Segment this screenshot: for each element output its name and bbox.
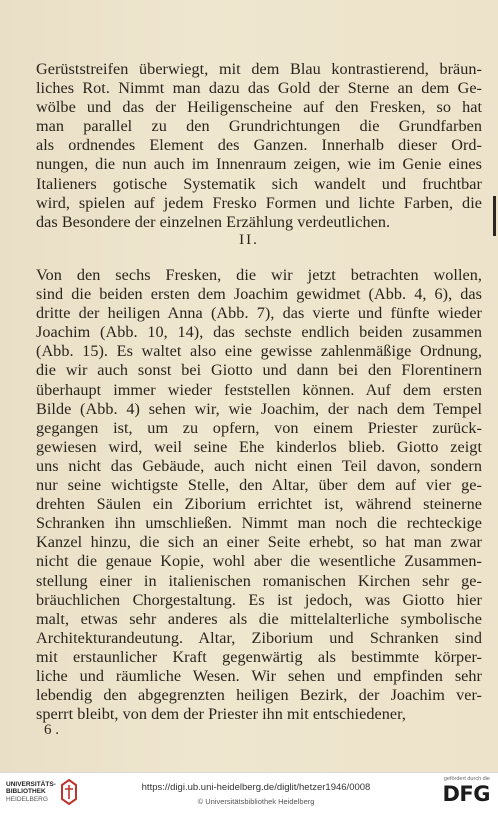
library-emblem-icon [60,779,78,805]
body-line: Joachim (Abb. 10, 14), das sechste endlich beiden zusammen [36,323,482,342]
body-line: Kanzel hinzu, die sich an einer Seite erhebt, so hat man zwar [36,533,482,552]
dfg-logo[interactable] [418,776,490,806]
body-line: Von den sechs Fresken, die wir jetzt betrachten wollen, [36,266,482,284]
body-line: dritte der heiligen Anna (Abb. 7), das vierte und fünfte wieder [36,304,482,323]
copyright-text: © Universitätsbibliothek Heidelberg [197,797,315,806]
intro-line: wölbe und das der Heiligenscheine auf den Fresken, so hat [36,98,482,117]
section-number: II. [239,232,259,248]
library-name-line1: UNIVERSITÄTS- [6,780,56,788]
document-url-link[interactable]: https://digi.ub.uni-heidelberg.de/diglit/hetzer1946/0008 [141,782,371,793]
body-line: gewiesen wird, weil seine Ehe kinderlos blieb. Giotto zeigt [36,437,482,456]
body-line: mit erstaunlicher Kraft gegenwärtig als bestimmte körper- [36,647,482,666]
page-edge-mark [493,196,496,236]
paragraph-intro [36,60,482,232]
intro-line: das Besondere der einzelnen Erzählung verdeutlichen. [36,212,391,231]
library-logo[interactable] [6,779,78,805]
body-line: (Abb. 15). Es waltet also eine gewisse zahlenmäßige Ordnung, [36,342,482,361]
body-line: stellung einer in italienischen romanischen Kirchen sehr ge- [36,571,482,590]
body-line: Bilde (Abb. 4) sehen wir, wie Joachim, der nach dem Tempel [36,399,482,418]
viewer-footer [0,772,498,813]
intro-line: man parallel zu den Grundrichtungen die Grundfarben [36,117,482,136]
body-line: sperrt bleibt, von dem der Priester ihn mit entschiedener, [36,705,406,724]
paragraph-main [36,266,482,724]
body-line: überhaupt immer wieder feststellen können. Auf dem ersten [36,380,482,399]
library-name-line2: BIBLIOTHEK [6,788,46,796]
page-number: 6 . [44,722,59,738]
intro-line: wird, spielen auf jedem Fresko Formen und lichte Farben, die [36,193,482,212]
body-line: nur seine wichtigste Stelle, den Altar, über dem auf vier ge- [36,476,482,495]
body-line: sind die beiden ersten dem Joachim gewidmet (Abb. 4, 6), das [36,285,482,304]
body-line: die wir auch sonst bei Giotto und dann bei den Florentinern [36,361,482,380]
body-line: liche und räumliche Wesen. Wir sehen und empfinden sehr [36,666,482,685]
body-line: nicht die genaue Kopie, wohl aber die wesentliche Zusammen- [36,552,482,571]
library-name [6,781,56,804]
body-line: uns nicht das Gebäude, auch nicht einen Teil davon, sondern [36,456,482,475]
intro-line: als ordnendes Element des Ganzen. Innerhalb dieser Ord- [36,136,482,155]
intro-line: nungen, die nun auch im Innenraum zeigen, wie im Genie eines [36,155,482,174]
body-line: drehten Säulen ein Ziborium errichtet ist, während steinerne [36,495,482,514]
body-line: Architekturandeutung. Altar, Ziborium und Schranken sind [36,628,482,647]
sponsor-text: gefördert durch die [443,776,490,782]
body-line: bräuchlichen Chorgestaltung. Es ist jedoch, was Giotto hier [36,590,482,609]
intro-line: Gerüststreifen überwiegt, mit dem Blau kontrastierend, bräun- [36,60,482,78]
intro-line: Italieners gotische Systematik sich wandelt und fruchtbar [36,174,482,193]
body-line: malt, etwas sehr anderes als die mittelalterliche symbolische [36,609,482,628]
intro-line: liches Rot. Nimmt man dazu das Gold der Sterne an dem Ge- [36,79,482,98]
body-line: lebendig den abgegrenzten heiligen Bezirk, der Joachim ver- [36,686,482,705]
library-name-line3: HEIDELBERG [6,795,48,803]
body-line: gegangen ist, um zu opfern, von einem Priester zurück- [36,418,482,437]
body-line: Schranken ihn umschließen. Nimmt man noch die rechteckige [36,514,482,533]
dfg-logo-mark: DFG [442,782,490,806]
